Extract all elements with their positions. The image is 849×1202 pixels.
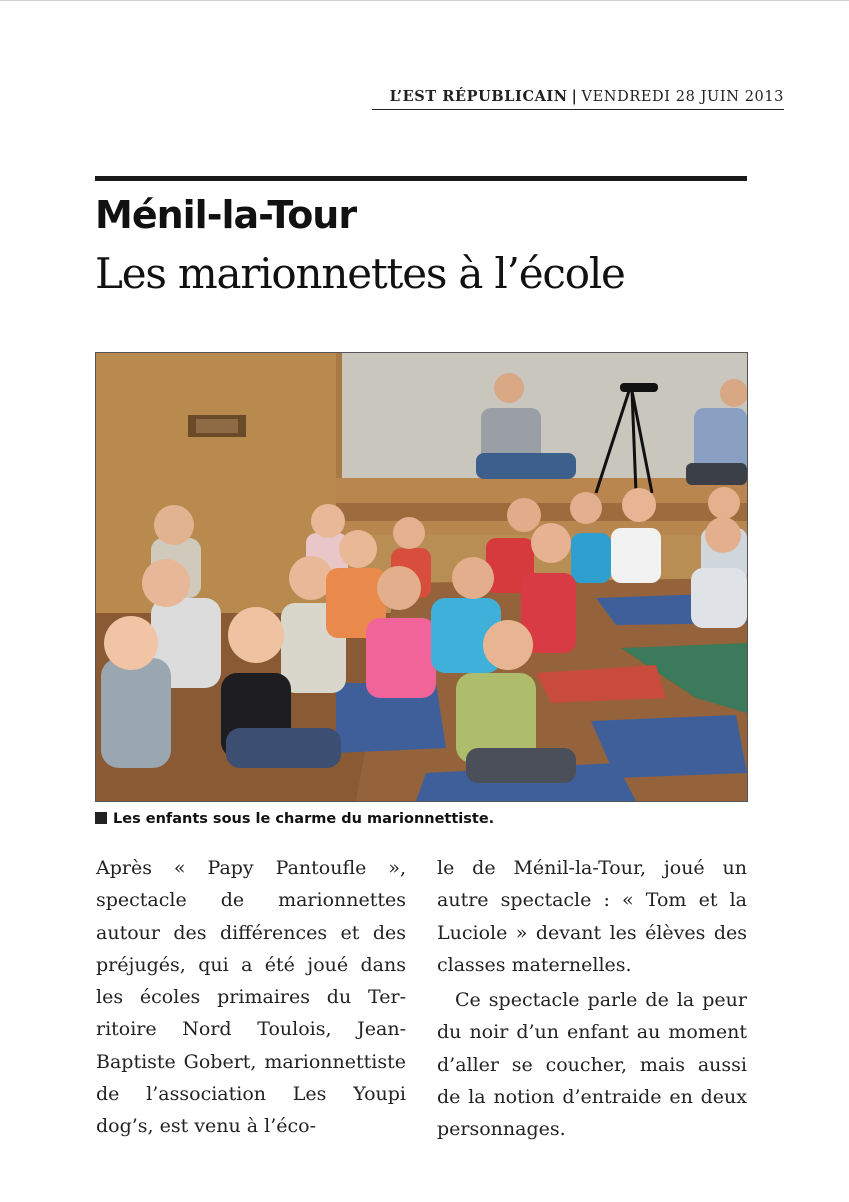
- newspaper-name: L’EST RÉPUBLICAIN: [389, 88, 568, 105]
- masthead-separator: |: [571, 88, 578, 105]
- masthead: [372, 88, 784, 110]
- photo-caption: [95, 811, 755, 827]
- paragraph-1-part-2: le de Ménil-la-Tour, joué un autre spectacle : « Tom et la Luciole » devant les élèves des classes maternelles.: [437, 857, 747, 976]
- caption-text: Les enfants sous le charme du marionnettiste.: [113, 811, 495, 827]
- article-headline: Les marionnettes à l’école: [95, 249, 625, 298]
- headline-rule: [95, 176, 747, 181]
- paragraph-1-part-1: Après « Papy Pantoufle », spectacle de marionnettes autour des différences et des préjugés, qui a été joué dans les écoles primaires du Territoire Nord Toulois, Jean-Baptiste Gobert, marionnettiste de l’association Les Youpi dog’s, est venu à l’éco-: [96, 857, 406, 1138]
- publication-date: VENDREDI 28 JUIN 2013: [581, 89, 784, 105]
- page-top-border: [0, 0, 849, 1]
- article-column-left: [96, 852, 406, 1143]
- article-photo: [95, 352, 748, 802]
- article-kicker: Ménil-la-Tour: [95, 193, 357, 237]
- paragraph-2: Ce spectacle parle de la peur du noir d’un enfant au moment d’aller se coucher, mais aussi de la notion d’entraide en deux personnages.: [437, 989, 747, 1141]
- photo-illustration: [96, 353, 747, 801]
- article-column-right: [437, 852, 747, 1146]
- caption-bullet-icon: [95, 812, 107, 824]
